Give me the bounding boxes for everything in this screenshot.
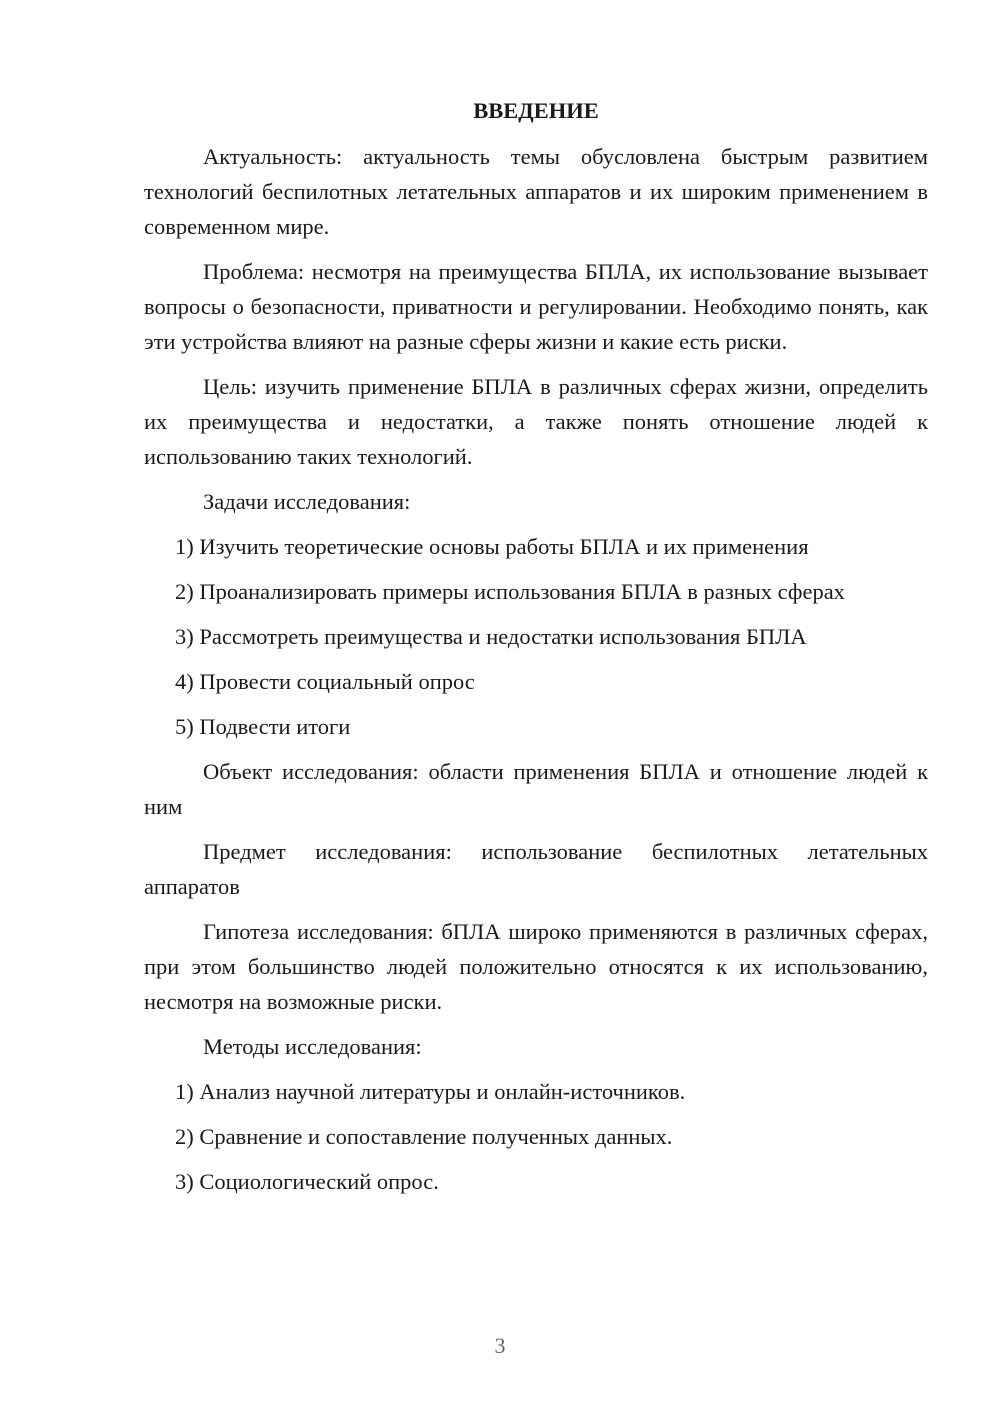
methods-heading: Методы исследования:: [203, 1034, 422, 1059]
task-item: 2) Проанализировать примеры использования БПЛА в разных сферах: [175, 579, 845, 604]
task-item: 4) Провести социальный опрос: [175, 669, 475, 694]
task-item: 3) Рассмотреть преимущества и недостатки использования БПЛА: [175, 624, 807, 649]
paragraph-subject: Предмет исследования: использование беспилотных летательных аппаратов: [144, 839, 928, 899]
paragraph-hypothesis: Гипотеза исследования: бПЛА широко применяются в различных сферах, при этом большинство людей положительно относятся к их использованию, несмотря на возможные риски.: [144, 919, 928, 1014]
method-item: 3) Социологический опрос.: [175, 1169, 439, 1194]
paragraph-problem: Проблема: несмотря на преимущества БПЛА, их использование вызывает вопросы о безопасности, приватности и регулировании. Необходимо понять, как эти устройства влияют на разные сферы жизни и какие есть риски.: [144, 259, 928, 354]
tasks-heading: Задачи исследования:: [203, 489, 411, 514]
paragraph-object: Объект исследования: области применения БПЛА и отношение людей к ним: [144, 759, 928, 819]
document-page: [144, 92, 928, 1209]
method-item: 2) Сравнение и сопоставление полученных данных.: [175, 1124, 673, 1149]
method-item: 1) Анализ научной литературы и онлайн-источников.: [175, 1079, 686, 1104]
section-title: ВВЕДЕНИЕ: [473, 98, 599, 123]
task-item: 5) Подвести итоги: [175, 714, 351, 739]
paragraph-relevance: Актуальность: актуальность темы обусловлена быстрым развитием технологий беспилотных летательных аппаратов и их широким применением в современном мире.: [144, 144, 928, 239]
page-number: 3: [494, 1333, 506, 1358]
task-item: 1) Изучить теоретические основы работы БПЛА и их применения: [175, 534, 809, 559]
paragraph-goal: Цель: изучить применение БПЛА в различных сферах жизни, определить их преимущества и недостатки, а также понять отношение людей к использованию таких технологий.: [144, 374, 928, 469]
